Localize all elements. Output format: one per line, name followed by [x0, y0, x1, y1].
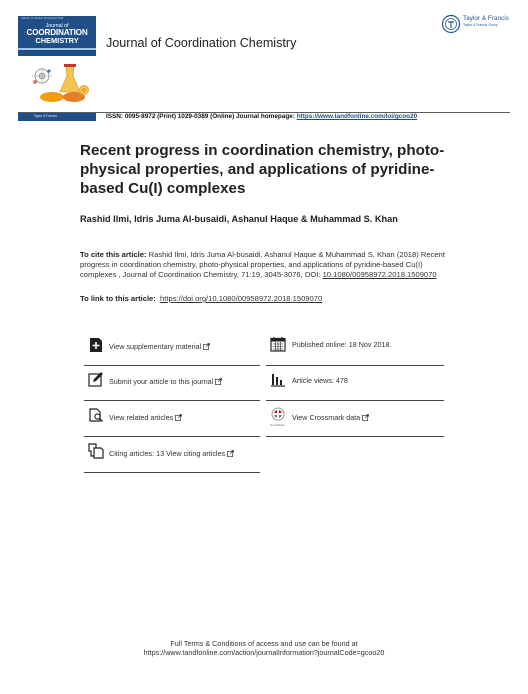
cover-line-3: CHEMISTRY [35, 36, 79, 46]
publisher-subname: Taylor & Francis Group [463, 23, 498, 27]
issn-line [106, 113, 417, 120]
bar-chart-icon [270, 371, 286, 387]
published-online-date: Published online: 18 Nov 2018. [292, 340, 392, 349]
grid-divider [266, 436, 444, 437]
issn-text: ISSN: 0095-8972 (Print) 1029-0389 (Online) Journal homepage: [106, 113, 297, 120]
external-link-icon [203, 343, 210, 350]
footer [0, 639, 528, 657]
view-supplementary-label: View supplementary material [109, 342, 202, 351]
cite-text: Rashid Ilmi, Idris Juma Al-busaidi, Ashanul Haque & Muhammad S. Khan (2018) Recent progress in coordination chemistry, photo-physical properties, and applications of pyridine-based Cu(I) complexes , Journal of Coordination Chemistry, 71:19, 3045-3076, DOI: [80, 250, 445, 279]
view-citing-articles-label: Citing articles: 13 View citing articles [109, 449, 226, 458]
grid-divider [266, 365, 444, 366]
article-link-line [80, 294, 322, 303]
external-link-icon [362, 414, 369, 421]
grid-divider [266, 400, 444, 401]
article-doi-link[interactable]: https://doi.org/10.1080/00958972.2018.1509070 [160, 294, 323, 303]
journal-title[interactable]: Journal of Coordination Chemistry [106, 36, 297, 50]
cover-line-1: Journal of [45, 23, 69, 29]
article-title: Recent progress in coordination chemistry, photo-physical properties, and applications of pyridine-based Cu(I) complexes [80, 142, 445, 197]
view-crossmark-link[interactable] [292, 413, 369, 422]
cite-label: To cite this article: [80, 250, 147, 259]
article-views: Article views: 478 [292, 376, 348, 385]
view-supplementary-link[interactable] [109, 342, 210, 351]
cover-artwork-image [22, 62, 94, 104]
submit-pencil-icon [88, 371, 104, 387]
journal-homepage-link[interactable]: https://www.tandfonline.com/loi/gcoo20 [296, 113, 418, 120]
view-related-articles-label: View related articles [109, 413, 174, 422]
submit-article-label: Submit your article to this journal [109, 377, 214, 386]
grid-divider [84, 436, 260, 437]
link-label: To link to this article: [80, 294, 156, 303]
grid-divider [84, 472, 260, 473]
publisher-bar [18, 113, 96, 121]
submit-article-link[interactable] [109, 377, 222, 386]
footer-terms-link[interactable]: https://www.tandfonline.com/action/journalInformation?journalCode=gcoo20 [143, 648, 385, 657]
publisher-name: Taylor & Francis [463, 15, 509, 22]
publisher-emblem-icon [441, 14, 461, 34]
footer-terms-text: Full Terms & Conditions of access and use can be found at [170, 639, 358, 648]
calendar-icon [270, 336, 286, 352]
external-link-icon [175, 414, 182, 421]
publisher-bar-label: Taylor & Francis [34, 114, 57, 118]
crossmark-logo-text: CrossMark [270, 423, 285, 427]
cover-meta: Volume 71 Number 19 October 2018 [21, 17, 64, 20]
citing-articles-icon [88, 443, 104, 459]
publisher-logo[interactable] [441, 14, 513, 36]
article-authors: Rashid Ilmi, Idris Juma Al-busaidi, Ashanul Haque & Muhammad S. Khan [80, 214, 398, 224]
citation-block [80, 250, 450, 280]
external-link-icon [215, 378, 222, 385]
view-crossmark-label: View Crossmark data [292, 413, 361, 422]
grid-divider [84, 365, 260, 366]
view-citing-articles-link[interactable] [109, 449, 234, 458]
journal-cover-logo [18, 16, 96, 56]
external-link-icon [227, 450, 234, 457]
cover-stripe [18, 48, 96, 50]
grid-divider [84, 400, 260, 401]
crossmark-icon [270, 407, 286, 423]
supplementary-plus-icon [88, 337, 104, 353]
view-related-articles-link[interactable] [109, 413, 182, 422]
related-articles-icon [88, 407, 104, 423]
cover-line-2: COORDINATION [26, 28, 88, 37]
cite-doi-link[interactable]: 10.1080/00958972.2018.1509070 [322, 270, 437, 279]
